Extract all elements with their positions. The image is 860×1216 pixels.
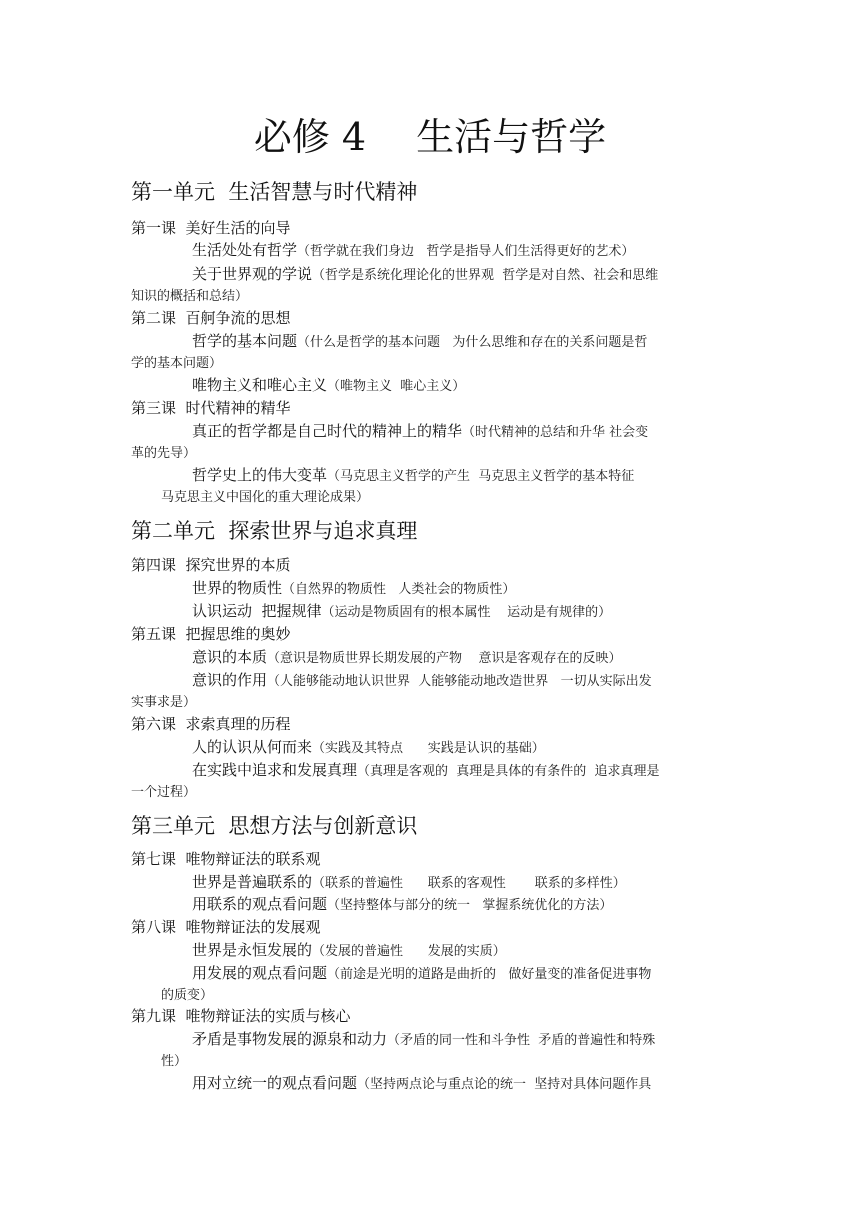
topic-line — [192, 940, 506, 962]
topic-detail: （哲学就在我们身边 哲学是指导人们生活得更好的艺术） — [297, 244, 635, 259]
topic-line — [192, 963, 651, 985]
topic-detail: （实践及其特点 实践是认识的基础） — [312, 741, 545, 756]
unit-heading: 第二单元 探索世界与追求真理 — [131, 519, 418, 543]
topic-detail: （前途是光明的道路是曲折的 做好量变的准备促进事物 — [327, 967, 652, 982]
topic-line — [192, 331, 647, 353]
topic-main: 生活处处有哲学 — [192, 241, 298, 259]
topic-detail: （坚持两点论与重点论的统一 坚持对具体问题作具 — [357, 1077, 652, 1092]
topic-detail: （坚持整体与部分的统一 掌握系统优化的方法） — [327, 898, 613, 913]
topic-line — [192, 578, 515, 600]
topic-continuation: 的质变） — [161, 988, 214, 1003]
unit-heading: 第一单元 生活智慧与时代精神 — [131, 180, 418, 204]
lesson-heading: 第八课 唯物辩证法的发展观 — [131, 918, 321, 936]
topic-continuation: 知识的概括和总结） — [131, 289, 249, 304]
topic-main: 唯物主义和唯心主义 — [192, 376, 328, 394]
topic-line — [192, 601, 611, 623]
topic-main: 认识运动 把握规律 — [192, 602, 322, 620]
topic-detail: （意识是物质世界长期发展的产物 意识是客观存在的反映） — [267, 651, 622, 666]
topic-detail: （马克思主义哲学的产生 马克思主义哲学的基本特征 — [327, 469, 635, 484]
topic-main: 世界的物质性 — [192, 579, 283, 597]
lesson-heading: 第二课 百舸争流的思想 — [131, 309, 291, 327]
document-title: 必修 4 生活与哲学 — [253, 115, 607, 159]
topic-line — [192, 894, 612, 916]
topic-detail: （发展的普遍性 发展的实质） — [312, 944, 506, 959]
topic-main: 意识的作用 — [192, 671, 268, 689]
topic-main: 真正的哲学都是自己时代的精神上的精华 — [192, 422, 463, 440]
topic-line — [192, 465, 634, 487]
topic-line — [192, 1073, 651, 1095]
topic-main: 世界是普遍联系的 — [192, 873, 313, 891]
topic-line — [192, 647, 622, 669]
topic-detail: （自然界的物质性 人类社会的物质性） — [282, 582, 516, 597]
topic-line — [192, 264, 658, 286]
topic-main: 哲学的基本问题 — [192, 332, 298, 350]
topic-line — [192, 670, 652, 692]
topic-main: 矛盾是事物发展的源泉和动力 — [192, 1030, 388, 1048]
lesson-heading: 第四课 探究世界的本质 — [131, 556, 291, 574]
unit-heading: 第三单元 思想方法与创新意识 — [131, 814, 418, 838]
topic-continuation: 学的基本问题） — [131, 356, 223, 371]
lesson-heading: 第三课 时代精神的精华 — [131, 399, 291, 417]
topic-line — [192, 737, 545, 759]
topic-continuation: 性） — [161, 1054, 188, 1069]
topic-detail: （时代精神的总结和升华 社会变 — [462, 425, 649, 440]
topic-continuation: 马克思主义中国化的重大理论成果） — [161, 490, 370, 505]
lesson-heading: 第五课 把握思维的奥妙 — [131, 625, 291, 643]
topic-main: 用对立统一的观点看问题 — [192, 1074, 358, 1092]
topic-main: 哲学史上的伟大变革 — [192, 466, 328, 484]
topic-line — [192, 240, 634, 262]
lesson-heading: 第六课 求索真理的历程 — [131, 715, 291, 733]
topic-detail: （运动是物质固有的根本属性 运动是有规律的） — [321, 605, 612, 620]
topic-main: 在实践中追求和发展真理 — [192, 761, 358, 779]
topic-continuation: 革的先导） — [131, 446, 197, 461]
topic-main: 用发展的观点看问题 — [192, 964, 328, 982]
topic-detail: （人能够能动地认识世界 人能够能动地改造世界 一切从实际出发 — [267, 674, 652, 689]
topic-continuation: 一个过程） — [131, 785, 197, 800]
topic-line — [192, 421, 648, 443]
topic-main: 关于世界观的学说 — [192, 265, 313, 283]
topic-main: 人的认识从何而来 — [192, 738, 313, 756]
lesson-heading: 第九课 唯物辩证法的实质与核心 — [131, 1007, 351, 1025]
topic-line — [192, 760, 660, 782]
topic-detail: （真理是客观的 真理是具体的有条件的 追求真理是 — [357, 764, 660, 779]
topic-line — [192, 1029, 655, 1051]
topic-detail: （矛盾的同一性和斗争性 矛盾的普遍性和特殊 — [387, 1033, 656, 1048]
topic-continuation: 实事求是） — [131, 695, 197, 710]
topic-main: 用联系的观点看问题 — [192, 895, 328, 913]
topic-main: 世界是永恒发展的 — [192, 941, 313, 959]
topic-line — [192, 375, 465, 397]
lesson-heading: 第七课 唯物辩证法的联系观 — [131, 850, 321, 868]
topic-main: 意识的本质 — [192, 648, 268, 666]
topic-line — [192, 872, 626, 894]
topic-detail: （联系的普遍性 联系的客观性 联系的多样性） — [312, 876, 626, 891]
topic-detail: （什么是哲学的基本问题 为什么思维和存在的关系问题是哲 — [297, 335, 648, 350]
topic-detail: （哲学是系统化理论化的世界观 哲学是对自然、社会和思维 — [312, 268, 659, 283]
topic-detail: （唯物主义 唯心主义） — [327, 379, 466, 394]
lesson-heading: 第一课 美好生活的向导 — [131, 219, 291, 237]
